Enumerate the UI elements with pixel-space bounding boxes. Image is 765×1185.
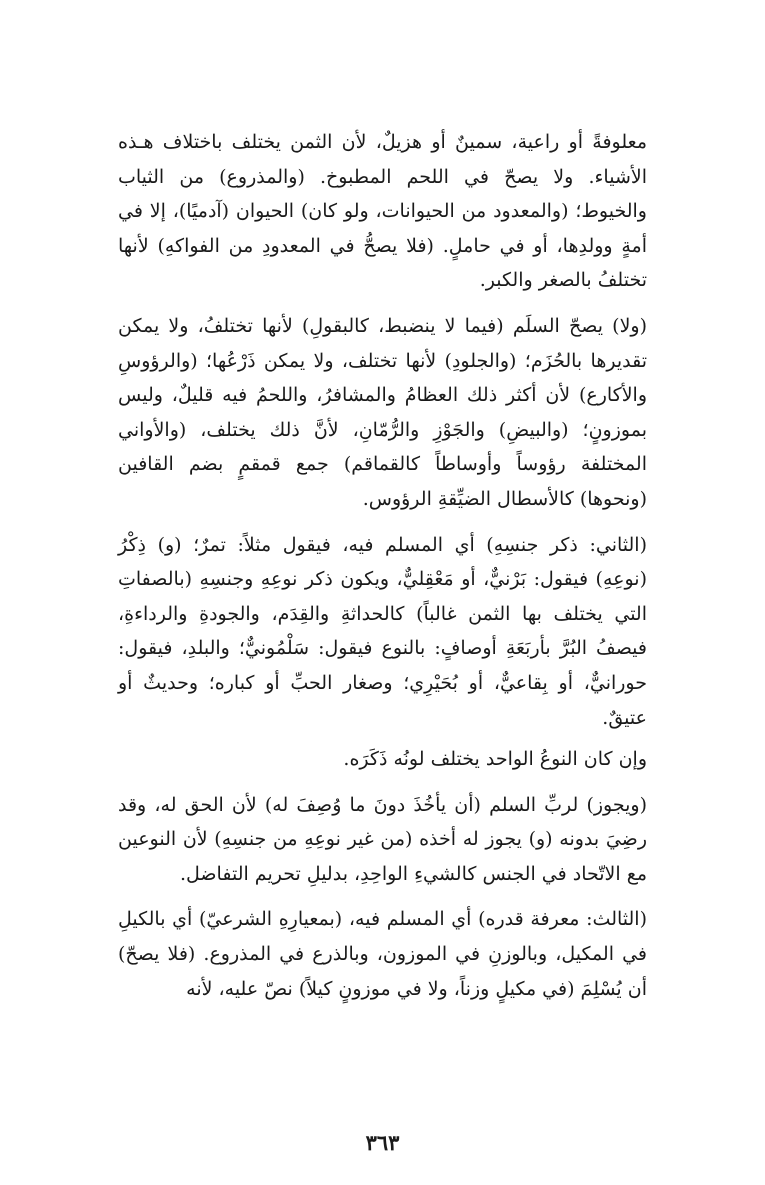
paragraph-5: (ويجوز) لربِّ السلم (أن يأخُذَ دونَ ما وُصِفَ له) لأن الحق له، وقد رضِيَ بدونه (و) يجوز له أخذه (من غير نوعِهِ من جنسِهِ) لأن النوعين مع الاتّحاد في الجنس كالشيءِ الواحِدِ، بدليلِ تحريم التفاضل. [118, 793, 647, 885]
page-number: ٣٦٣ [365, 1130, 400, 1155]
paragraph-6: (الثالث: معرفة قدره) أي المسلم فيه، (بمعيارِهِ الشرعيّ) أي بالكيلِ في المكيل، وبالوزنِ في الموزون، وبالذرع في المذروع. (فلا يصحّ) أن يُسْلِمَ (في مكيلٍ وزناً، ولا في موزونٍ كيلاً) نصّ عليه، لأنه [118, 908, 647, 1000]
paragraph-2: (ولا) يصحّ السلَم (فيما لا ينضبط، كالبقولِ) لأنها تختلفُ، ولا يمكن تقديرها بالحُزَم؛ (والجلودِ) لأنها تختلف، ولا يمكن ذَرْعُها؛ (والرؤوسِ والأكارع) لأن أكثر ذلك العظامُ والمشافرُ، واللحمُ فيه قليلٌ، وليس بموزونٍ؛ (والبيضِ) والجَوْزِ والرُّمّانِ، لأنَّ ذلك يختلف، (والأواني المختلفة رؤوساً وأوساطاً كالقماقم) جمع قمقمٍ بضم القافين (ونحوها) كالأسطال الضيِّقةِ الرؤوس. [118, 314, 647, 510]
body-text [118, 125, 647, 1013]
paragraph-4: وإن كان النوعُ الواحد يختلف لونُه ذَكَرَه. [343, 748, 647, 771]
paragraph-3: (الثاني: ذكر جنسِهِ) أي المسلم فيه، فيقول مثلاً: تمرٌ؛ (و) ذِكْرُ (نوعِهِ) فيقول: بَرْنيٌّ، أو مَعْقِليٌّ، ويكون ذكر نوعِهِ وجنسِهِ (بالصفاتِ التي يختلف بها الثمن غالباً) كالحداثةِ والقِدَم، والجودةِ والرداءةِ، فيصفُ البُرَّ بأربَعَةِ أوصافٍ: بالنوع فيقول: سَلْمُونيٌّ؛ والبلدِ، فيقول: حورانيٌّ، أو بِقاعيٌّ، أو بُحَيْرِي؛ وصغار الحبِّ أو كباره؛ وحديثٌ أو عتيقٌ. [118, 533, 647, 729]
paragraph-1: معلوفةً أو راعية، سمينٌ أو هزيلٌ، لأن الثمن يختلف باختلاف هـذه الأشياء. ولا يصحّ في اللحم المطبوخ. (والمذروع) من الثياب والخيوط؛ (والمعدود من الحيوانات، ولو كان) الحيوان (آدميًا)، إلا في أمةٍ وولدِها، أو في حاملٍ. (فلا يصحُّ في المعدودِ من الفواكهِ) لأنها تختلفُ بالصغر والكبر. [118, 131, 647, 292]
